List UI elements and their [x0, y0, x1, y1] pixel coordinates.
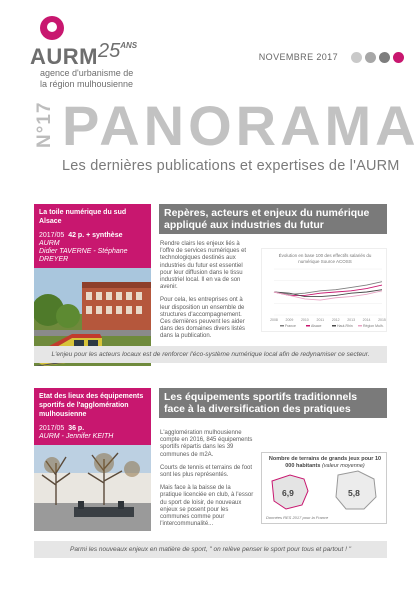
dot-icon: [393, 52, 404, 63]
stat-value-right: 5,8: [348, 488, 360, 498]
article-2-title[interactable]: Les équipements sportifs traditionnels face à la diversification des pratiques: [159, 388, 387, 418]
logo-anniversary: $25^{ANS}$: [98, 40, 138, 62]
dot-icon: [379, 52, 390, 63]
chart-legend-swatch: [280, 325, 284, 327]
logo-wordmark: AURM: [30, 44, 98, 69]
chart-legend-label: Alsace: [311, 324, 322, 328]
article-2-photo: [34, 445, 151, 531]
dot-icon: [365, 52, 376, 63]
article-1-header: La toile numérique du sud Alsace 2017/05 42 p. + synthèse AURM Didier TAVERNE - Stéphane DREYER: [34, 204, 151, 268]
chart-x-tick: 2015: [378, 318, 386, 322]
chart-x-tick: 2014: [362, 318, 371, 322]
employment-chart: [261, 248, 387, 332]
chart-legend-swatch: [332, 325, 336, 327]
aurm-logo: [26, 16, 156, 88]
article-2-authors: AURM - Jennifer KEITH: [39, 433, 114, 440]
sports-stat-box: [261, 452, 387, 524]
publication-title: PANORAMA: [62, 94, 420, 157]
article-1-meta: 2017/05 42 p. + synthèse: [39, 232, 123, 239]
issue-date: NOVEMBRE 2017: [258, 52, 338, 62]
logo-tagline: agence d'urbanisme de la région mulhousienne: [40, 68, 134, 89]
chart-title: Évolution en base 100 des effectifs salariés du numérique Source ACOSS: [278, 253, 372, 264]
article-2-quote: Parmi les nouveaux enjeux en matière de sport, " on relève penser le sport pour tous et partout ! ": [34, 541, 387, 558]
chart-legend-swatch: [306, 325, 310, 327]
article-2-topic: Etat des lieux des équipements sportifs de l'agglomération mulhousienne: [39, 393, 144, 418]
article-1-quote: L'enjeu pour les acteurs locaux est de renforcer l'éco-système numérique local afin de redynamiser ce secteur.: [34, 346, 387, 363]
dot-icon: [351, 52, 362, 63]
color-dots: [351, 52, 404, 63]
article-1-body: Rendre clairs les enjeux liés à l'offre de services numériques et technologiques destinés aux industries du futur est essentiel pour leur diffusion dans le tissu industriel local. Il en va de son avenir. Pour cela, les entreprises ont à leur disposition un ensemble de structures d'accompagnement. Ces dernières peuvent les aider dans des domaines divers listés dans la publication.: [160, 241, 247, 340]
article-2-header: [34, 388, 151, 445]
chart-plot: [262, 249, 388, 333]
stat-value-left: 6,9: [282, 488, 294, 498]
chart-legend-label: Région Mulh.: [363, 324, 384, 328]
chart-x-tick: 2009: [285, 318, 294, 322]
article-1-topic: La toile numérique du sud Alsace: [39, 209, 127, 225]
chart-x-tick: 2010: [300, 318, 309, 322]
article-2-sidebar[interactable]: [34, 388, 151, 531]
stat-title: Nombre de terrains de grands jeux pour 10 000 habitants (valeur moyenne): [268, 456, 382, 469]
chart-x-tick: 2008: [270, 318, 278, 322]
chart-legend-label: Haut-Rhin: [337, 324, 353, 328]
article-1-sidebar[interactable]: [34, 204, 151, 366]
article-2-meta: 2017/05 36 p.: [39, 425, 85, 432]
stat-footnote: Données RES 2017 pour la France: [266, 515, 329, 520]
chart-x-tick: 2011: [316, 318, 325, 322]
logo-circle-icon: [40, 16, 64, 40]
chart-x-tick: 2012: [331, 318, 340, 322]
chart-legend-swatch: [358, 325, 362, 327]
chart-x-tick: 2013: [347, 318, 356, 322]
publication-subtitle: Les dernières publications et expertises de l'AURM: [62, 158, 400, 174]
issue-number: N°17: [34, 101, 55, 148]
article-1-title[interactable]: Repères, acteurs et enjeux du numérique appliqué aux industries du futur: [159, 204, 387, 234]
chart-legend-label: France: [285, 324, 296, 328]
article-2-body: L'agglomération mulhousienne compte en 2016, 845 équipements sportifs répartis dans les 39 communes de m2A. Courts de tennis et terrains de foot sont les plus représentés. Mais face à la baisse de la pratique licenciée en club, à l'essor du sport de loisir, de nouveaux enjeux se posent pour les communes comme pour l'intercommunalité...: [160, 430, 254, 528]
article-1-authors: Didier TAVERNE - Stéphane DREYER: [39, 248, 128, 263]
